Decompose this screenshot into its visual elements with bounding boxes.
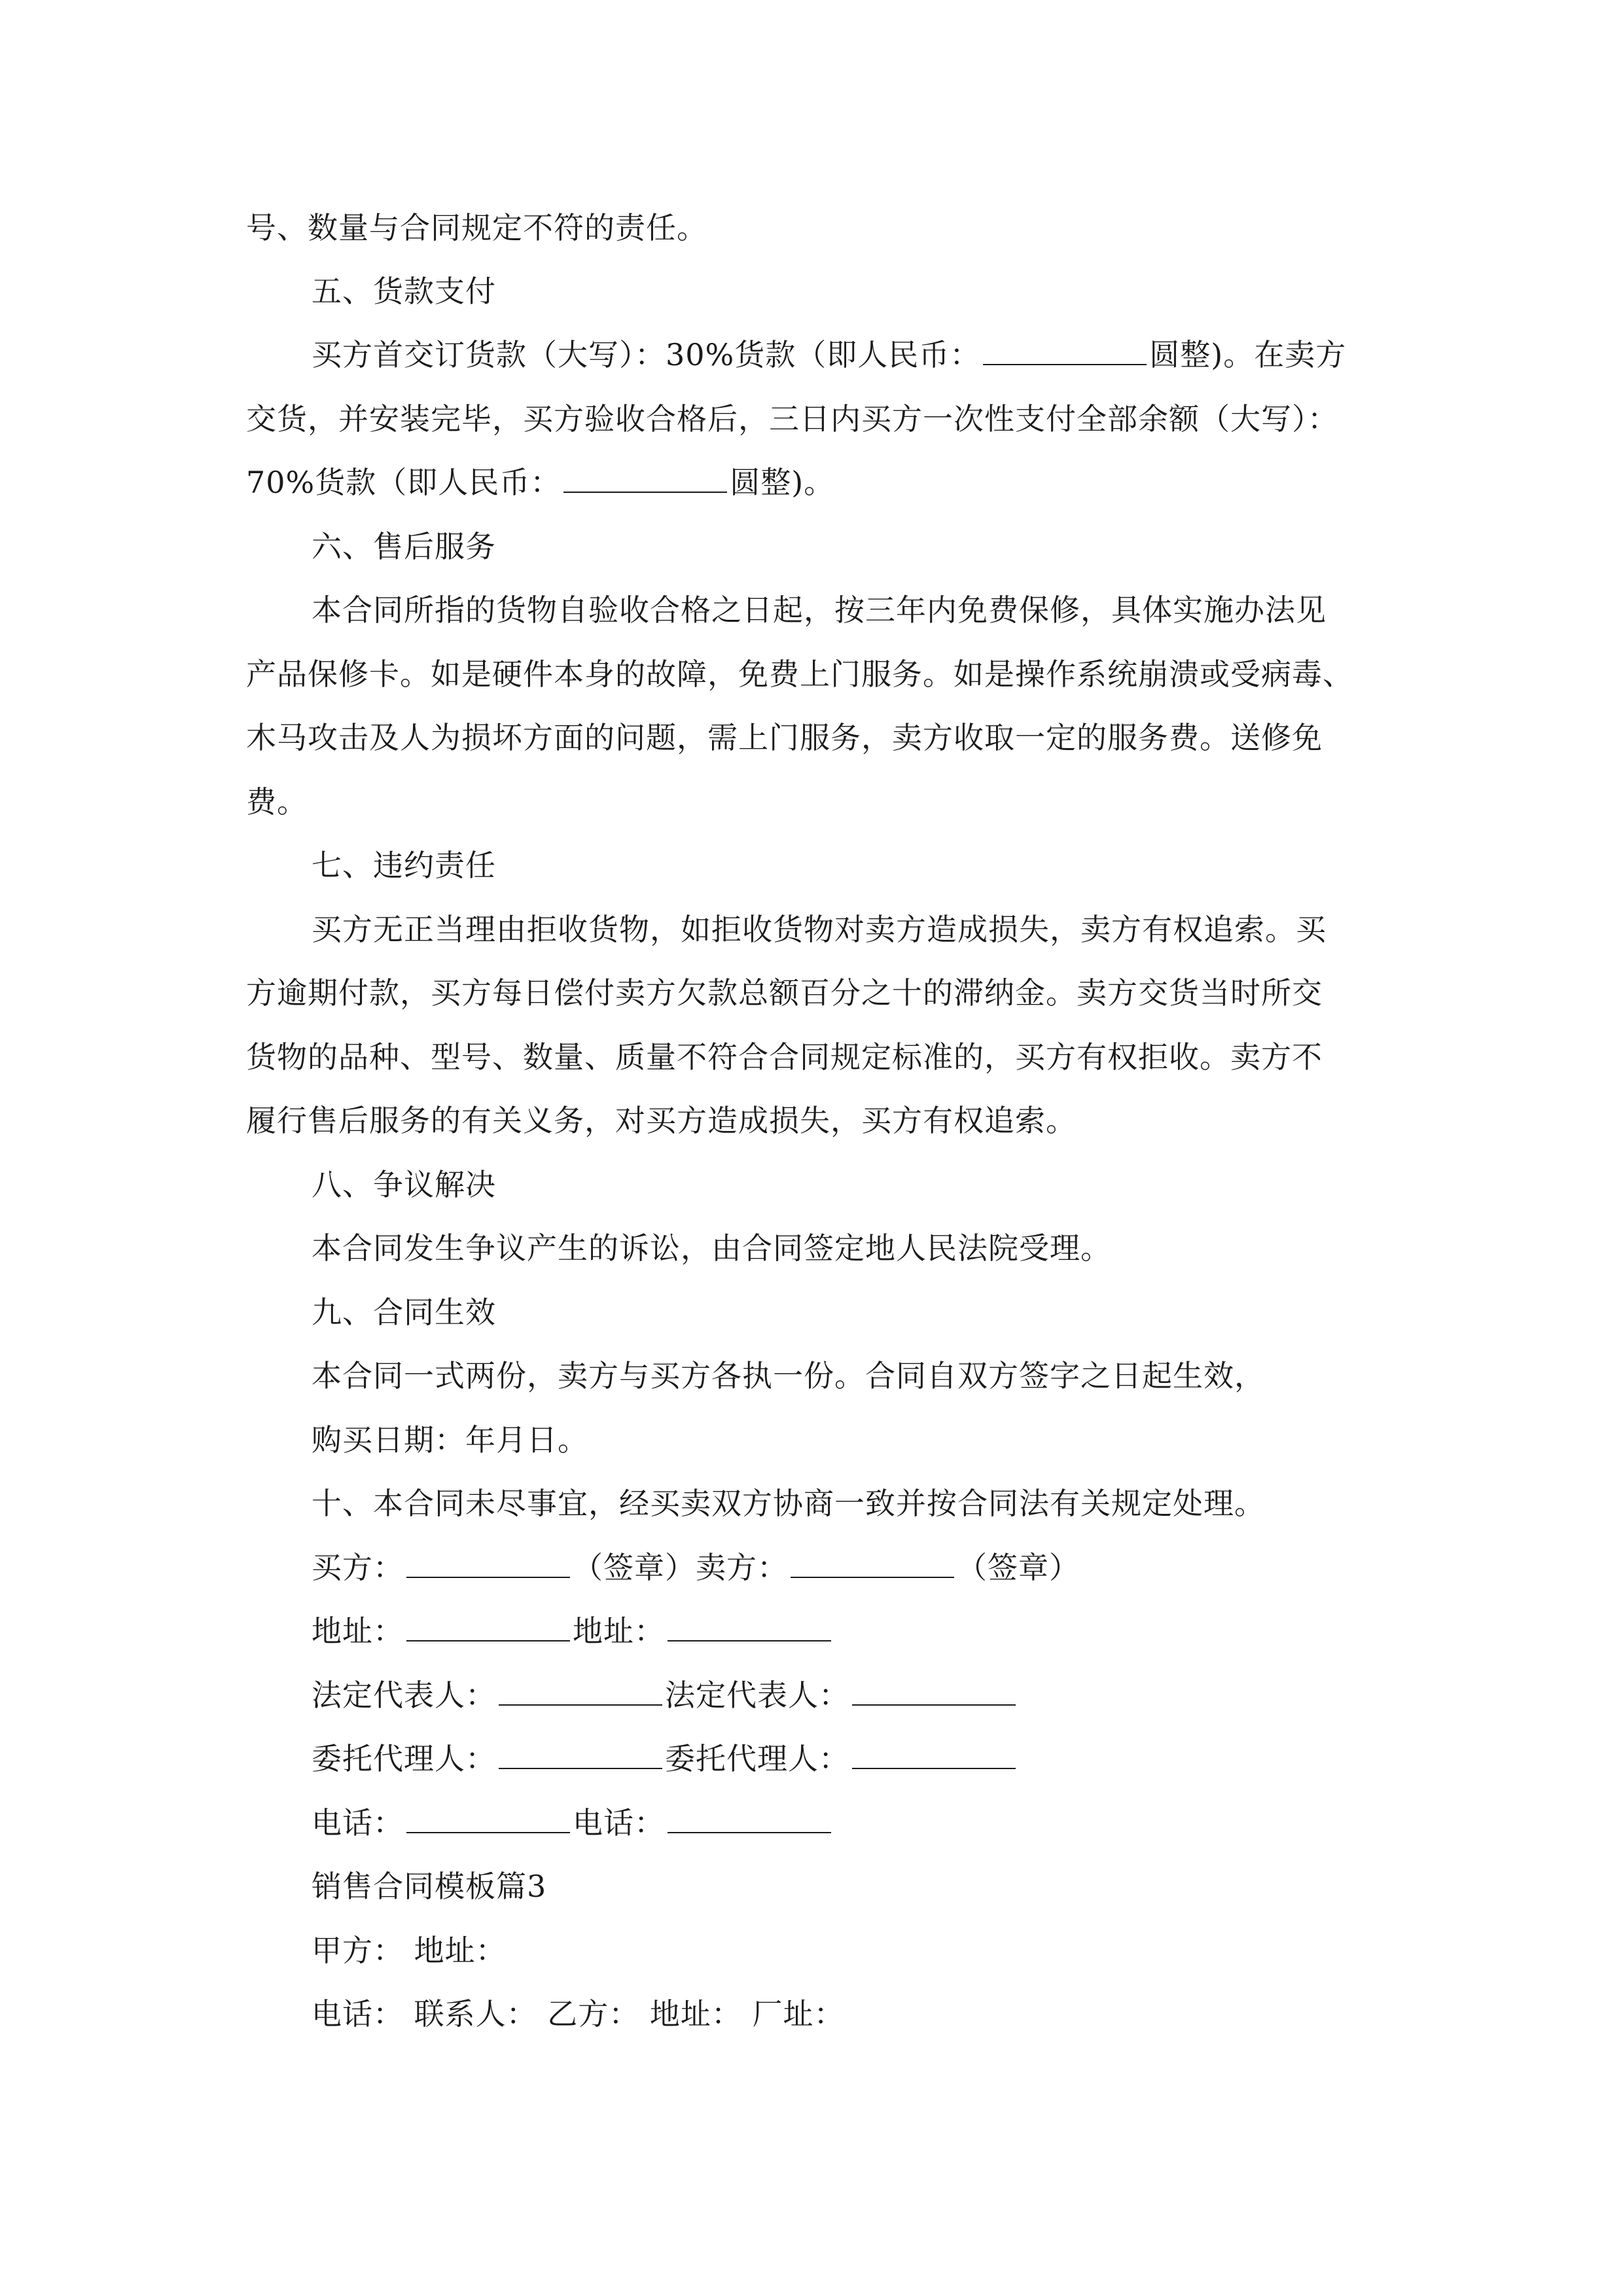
- text-line: 方逾期付款，买方每日偿付卖方欠款总额百分之十的滞纳金。卖方交货当时所交: [246, 975, 1323, 1011]
- text-segment: 电话：: [573, 1805, 665, 1840]
- fill-in-blank[interactable]: [668, 1806, 831, 1833]
- fill-in-blank[interactable]: [406, 1551, 570, 1578]
- fill-in-blank[interactable]: [983, 338, 1147, 365]
- fill-in-blank[interactable]: [406, 1806, 570, 1833]
- fill-in-blank[interactable]: [406, 1614, 570, 1641]
- text-segment: 买方：: [312, 1550, 404, 1585]
- fill-in-blank[interactable]: [499, 1678, 662, 1706]
- fill-in-blank[interactable]: [852, 1742, 1016, 1769]
- text-segment: 法定代表人：: [665, 1677, 849, 1713]
- text-segment: 圆整)。在卖方: [1149, 337, 1347, 372]
- phone-line: [312, 1803, 1444, 1842]
- text-line: 履行售后服务的有关义务，对买方造成损失，买方有权追索。: [246, 1103, 1077, 1138]
- text-line: 甲方： 地址：: [312, 1933, 507, 1968]
- section-heading: 六、售后服务: [312, 529, 496, 564]
- section-heading: 九、合同生效: [312, 1295, 496, 1330]
- section-heading: 五、货款支付: [312, 274, 496, 309]
- text-line: 交货，并安装完毕，买方验收合格后，三日内买方一次性支付全部余额（大写）：: [246, 401, 1338, 437]
- text-line: 货物的品种、型号、数量、质量不符合合同规定标准的，买方有权拒收。卖方不: [246, 1039, 1323, 1075]
- fill-in-blank[interactable]: [563, 465, 727, 493]
- text-segment: 电话：: [312, 1805, 404, 1840]
- text-line: 买方无正当理由拒收货物，如拒收货物对卖方造成损失，卖方有权追索。买: [312, 912, 1327, 947]
- fill-in-blank[interactable]: [499, 1742, 662, 1769]
- text-line: [312, 335, 1444, 374]
- text-line: 电话： 联系人： 乙方： 地址： 厂址：: [312, 1996, 845, 2032]
- text-segment: 70%货款（即人民币：: [246, 465, 562, 500]
- text-line: 本合同发生争议产生的诉讼，由合同签定地人民法院受理。: [312, 1230, 1111, 1266]
- text-line: 号、数量与合同规定不符的责任。: [246, 210, 707, 245]
- text-segment: 委托代理人：: [312, 1741, 496, 1776]
- section-heading: 八、争议解决: [312, 1167, 496, 1202]
- text-line: 购买日期：年月日。: [312, 1422, 588, 1458]
- address-line: [312, 1611, 1444, 1651]
- fill-in-blank[interactable]: [791, 1551, 954, 1578]
- text-segment: 地址：: [312, 1613, 404, 1649]
- text-line: 本合同一式两份，卖方与买方各执一份。合同自双方签字之日起生效，: [312, 1358, 1265, 1393]
- text-line: 本合同所指的货物自验收合格之日起，按三年内免费保修，具体实施办法见: [312, 592, 1327, 628]
- text-line: [246, 463, 1378, 502]
- legal-rep-line: [312, 1676, 1444, 1715]
- text-line: 木马攻击及人为损坏方面的问题，需上门服务，卖方收取一定的服务费。送修免: [246, 720, 1323, 755]
- text-segment: 委托代理人：: [665, 1741, 849, 1776]
- text-line: 产品保修卡。如是硬件本身的故障，免费上门服务。如是操作系统崩溃或受病毒、: [246, 656, 1353, 692]
- text-segment: 圆整)。: [730, 465, 835, 500]
- agent-line: [312, 1739, 1444, 1778]
- signature-line-buyer-seller: [312, 1548, 1444, 1587]
- text-segment: 法定代表人：: [312, 1677, 496, 1713]
- section-heading: 七、违约责任: [312, 848, 496, 883]
- text-segment: 地址：: [573, 1613, 665, 1649]
- text-segment: （签章）: [957, 1550, 1080, 1585]
- fill-in-blank[interactable]: [852, 1678, 1016, 1706]
- text-segment: 买方首交订货款（大写）：30%货款（即人民币：: [312, 337, 981, 372]
- text-line: 费。: [246, 784, 308, 819]
- template-title: 销售合同模板篇3: [312, 1869, 547, 1904]
- section-heading: 十、本合同未尽事宜，经买卖双方协商一致并按合同法有关规定处理。: [312, 1486, 1265, 1521]
- text-segment: （签章）卖方：: [573, 1550, 788, 1585]
- fill-in-blank[interactable]: [668, 1614, 831, 1641]
